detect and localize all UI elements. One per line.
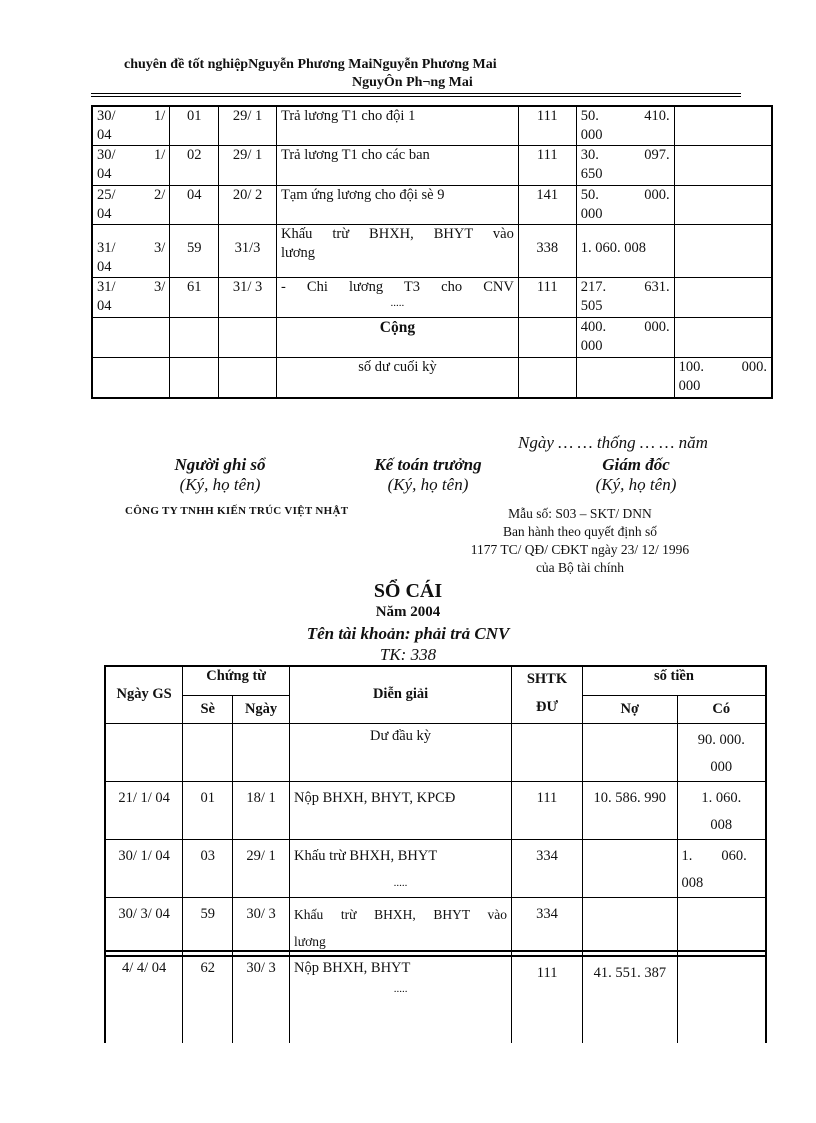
ledger1-account: 338	[518, 225, 576, 278]
form-line-4: của Bộ tài chính	[535, 560, 625, 575]
accountant-signature	[348, 455, 508, 495]
header-credit: Có	[677, 695, 766, 723]
ledger1-record-date	[92, 186, 170, 225]
ledger2-desc-line: Khấu trừ BHXH, BHYT vào	[294, 906, 508, 922]
ledger1-day: 25/	[97, 187, 116, 203]
ledger1-voucher-no: 02	[170, 146, 219, 186]
ledger2-desc-line2: lương	[294, 933, 326, 949]
ledger2-record-date: 30/ 1/ 04	[105, 839, 183, 897]
ledger1-day: 31/	[97, 240, 116, 256]
accountant-title: Kế toán trưởng	[374, 455, 482, 474]
ledger2-debit	[582, 839, 677, 897]
header-line-1: chuyên đề tốt nghiệpNguyễn Phương MaiNguyễn Phương Mai	[124, 57, 497, 72]
ledger1-record-date	[92, 225, 170, 278]
header-line-2: NguyÔn Ph¬ng Mai	[352, 75, 473, 90]
header-du-line: ĐƯ	[535, 699, 558, 715]
ledger1-description	[276, 278, 518, 318]
ledger1-balance	[674, 106, 772, 146]
ledger1-total-empty	[674, 318, 772, 358]
ledger2-account: 111	[512, 951, 583, 1043]
ledger1-voucher-date: 31/ 3	[219, 278, 277, 318]
ledger1-month: 3/	[153, 240, 166, 256]
ledger1-end-empty	[219, 358, 277, 398]
ledger2-credit	[677, 781, 766, 839]
ledger1-year: 04	[97, 298, 112, 314]
recorder-signature	[140, 455, 300, 495]
ledger1-year: 04	[97, 259, 112, 275]
ledger2-desc-line: Nộp BHXH, BHYT	[293, 960, 411, 976]
ledger2-desc-line: Khấu trừ BHXH, BHYT	[294, 847, 438, 864]
ledger2-desc-line2: .....	[393, 983, 408, 995]
company-name: CÔNG TY TNHH KIẾN TRÚC VIỆT NHẬT	[125, 505, 349, 517]
ledger2-desc-line: Nộp BHXH, BHYT, KPCĐ	[294, 789, 456, 806]
ledger2-description	[290, 781, 512, 839]
ledger1-total-empty	[219, 318, 277, 358]
ledger2-voucher-date: 30/ 3	[233, 897, 290, 956]
ledger2-opening-empty	[183, 723, 233, 781]
ledger1-row	[92, 225, 772, 278]
ledger2-opening-desc: Dư đầu kỳ	[290, 723, 512, 781]
ledger1-year: 04	[97, 127, 112, 143]
ledger1-month: 2/	[153, 187, 166, 203]
ledger1-amount-line1: 50. 000.	[580, 187, 670, 203]
ledger2-credit-line1: 1. 060.	[681, 847, 747, 864]
ledger1-total-empty	[92, 318, 170, 358]
ledger2-account: 334	[512, 897, 583, 956]
accountant-sub: (Ký, họ tên)	[387, 475, 469, 494]
ledger1-voucher-no: 59	[170, 225, 219, 278]
form-line-2: Ban hành theo quyết định số	[502, 524, 658, 539]
ledger1-total-amount	[576, 318, 674, 358]
header-rule-bottom	[91, 96, 741, 97]
ledger1-voucher-date: 31/3	[219, 225, 277, 278]
ledger2-record-date: 30/ 3/ 04	[105, 897, 183, 956]
header-shtk-line: SHTK	[526, 671, 568, 687]
ledger2-opening-credit-line1: 90. 000.	[697, 731, 745, 748]
form-line-3: 1177 TC/ QĐ/ CĐKT ngày 23/ 12/ 1996	[470, 542, 690, 557]
ledger2-row	[105, 781, 766, 839]
ledger2-voucher-no: 62	[183, 951, 233, 1043]
ledger1-desc-line: - Chi lương T3 cho CNV	[280, 279, 514, 295]
ledger1-month: 1/	[153, 108, 166, 124]
ledger1-end-empty	[170, 358, 219, 398]
ledger2-voucher-no: 01	[183, 781, 233, 839]
ledger2-opening-credit-line2: 000	[710, 758, 733, 775]
ledger1-end-balance-line2: 000	[678, 378, 701, 394]
ledger1-end-empty	[576, 358, 674, 398]
ledger1-desc-line: Khấu trừ BHXH, BHYT vào	[280, 226, 514, 242]
ledger1-record-date-top	[97, 107, 165, 126]
ledger2-opening-empty	[233, 723, 290, 781]
header-date-gs: Ngày GS	[105, 666, 183, 723]
recorder-title: Người ghi sổ	[174, 455, 266, 474]
ledger1-end-balance-row	[92, 358, 772, 398]
ledger1-total-amount-line1: 400. 000.	[580, 319, 670, 335]
ledger2-record-date: 4/ 4/ 04	[105, 951, 183, 1043]
ledger2-debit	[582, 897, 677, 956]
ledger1-account: 111	[518, 278, 576, 318]
ledger1-amount-line1: 50. 410.	[580, 108, 670, 124]
ledger1-balance	[674, 186, 772, 225]
ledger1-description	[276, 106, 518, 146]
ledger2-description	[289, 951, 511, 1043]
ledger1-voucher-date: 29/ 1	[219, 106, 277, 146]
ledger2-credit	[677, 839, 766, 897]
ledger1-record-date	[92, 106, 170, 146]
header-voucher: Chứng từ	[183, 666, 290, 695]
ledger-table-2	[104, 665, 767, 957]
ledger1-voucher-no: 61	[170, 278, 219, 318]
ledger2-credit	[677, 897, 766, 956]
ledger1-month: 1/	[153, 147, 166, 163]
ledger2-voucher-no: 03	[183, 839, 233, 897]
ledger1-voucher-no: 04	[170, 186, 219, 225]
ledger1-record-date	[92, 278, 170, 318]
ledger1-amount	[576, 106, 674, 146]
header-debit: Nợ	[582, 695, 677, 723]
ledger2-opening-row	[105, 723, 766, 781]
ledger1-end-label: số dư cuối kỳ	[276, 358, 518, 398]
ledger2-opening-empty	[582, 723, 677, 781]
ledger1-account: 111	[518, 146, 576, 186]
ledger1-end-balance	[674, 358, 772, 398]
ledger2-credit-line1: 1. 060.	[701, 789, 742, 806]
ledger2-row	[105, 839, 766, 897]
ledger1-amount-line2: 000	[580, 206, 603, 222]
ledger1-account: 111	[518, 106, 576, 146]
ledger1-end-empty	[92, 358, 170, 398]
director-signature	[556, 455, 716, 495]
ledger1-voucher-date: 29/ 1	[219, 146, 277, 186]
ledger2-voucher-date: 29/ 1	[233, 839, 290, 897]
ledger1-voucher-no: 01	[170, 106, 219, 146]
ledger1-row	[92, 106, 772, 146]
ledger1-amount-line2: 505	[580, 298, 603, 314]
ledger1-total-row	[92, 318, 772, 358]
ledger1-day: 30/	[97, 108, 116, 124]
ledger2-credit-line2: 008	[681, 874, 704, 891]
ledger1-amount-line2: 000	[580, 127, 603, 143]
ledger1-amount	[576, 225, 674, 278]
ledger1-record-date	[92, 146, 170, 186]
form-info	[430, 505, 730, 577]
ledger1-desc-line: Trả lương T1 cho các ban	[280, 147, 430, 163]
header-desc: Diễn giải	[290, 666, 512, 723]
ledger2-opening-empty	[105, 723, 183, 781]
account-number: TK: 338	[379, 645, 437, 664]
ledger1-record-date-top	[97, 239, 165, 258]
ledger2-opening-credit	[677, 723, 766, 781]
ledger1-record-date-top	[97, 146, 165, 165]
ledger2-desc-line2: .....	[393, 876, 408, 889]
ledger2-debit: 41. 551. 387	[583, 951, 678, 1043]
ledger1-desc-line2: lương	[280, 245, 316, 261]
ledger2-voucher-date: 30/ 3	[233, 951, 290, 1043]
ledger1-description	[276, 186, 518, 225]
ledger1-month: 3/	[153, 279, 166, 295]
ledger1-desc-line: Tạm ứng lương cho đội sè 9	[280, 187, 445, 203]
ledger1-amount-line1: 1. 060. 008	[580, 240, 646, 256]
header-amount: số tiền	[582, 666, 766, 695]
date-line: Ngày … … thống … … năm	[518, 433, 708, 452]
ledger1-end-empty	[518, 358, 576, 398]
ledger1-day: 31/	[97, 279, 116, 295]
header-rule-top	[91, 93, 741, 94]
ledger1-day: 30/	[97, 147, 116, 163]
ledger1-row	[92, 146, 772, 186]
ledger1-account: 141	[518, 186, 576, 225]
header-voucher-no: Sè	[183, 695, 233, 723]
ledger2-description	[290, 897, 512, 956]
director-title: Giám đốc	[602, 455, 670, 474]
recorder-sub: (Ký, họ tên)	[179, 475, 261, 494]
ledger1-balance	[674, 146, 772, 186]
ledger1-year: 04	[97, 206, 112, 222]
ledger1-amount-line1: 30. 097.	[580, 147, 670, 163]
ledger2-row	[105, 897, 766, 956]
ledger1-description	[276, 146, 518, 186]
ledger1-total-empty	[518, 318, 576, 358]
ledger1-total-empty	[170, 318, 219, 358]
ledger2-credit	[677, 951, 766, 1043]
ledger1-description	[276, 225, 518, 278]
ledger2-last-row	[105, 951, 766, 1043]
ledger2-voucher-no: 59	[183, 897, 233, 956]
ledger1-total-amount-line2: 000	[580, 338, 603, 354]
form-line-1: Mẫu số: S03 – SKT/ DNN	[508, 506, 652, 521]
ledger1-year: 04	[97, 166, 112, 182]
ledger1-desc-line2: .....	[390, 297, 405, 309]
ledger1-voucher-date: 20/ 2	[219, 186, 277, 225]
ledger1-amount-line2: 650	[580, 166, 603, 182]
ledger1-record-date-top	[97, 186, 165, 205]
ledger1-balance	[674, 278, 772, 318]
ledger1-amount	[576, 278, 674, 318]
header-shtk	[512, 666, 583, 723]
ledger2-debit: 10. 586. 990	[582, 781, 677, 839]
ledger1-amount	[576, 186, 674, 225]
ledger2-account: 111	[512, 781, 583, 839]
ledger1-total-label: Cộng	[276, 318, 518, 358]
ledger2-description	[290, 839, 512, 897]
ledger1-balance	[674, 225, 772, 278]
ledger2-opening-empty	[512, 723, 583, 781]
ledger2-account: 334	[512, 839, 583, 897]
account-name: Tên tài khoản: phải trả CNV	[306, 624, 510, 643]
ledger2-voucher-date: 18/ 1	[233, 781, 290, 839]
ledger-year: Năm 2004	[375, 604, 441, 620]
header-voucher-date: Ngày	[233, 695, 290, 723]
ledger1-row	[92, 186, 772, 225]
ledger1-record-date-top	[97, 278, 165, 297]
director-sub: (Ký, họ tên)	[595, 475, 677, 494]
ledger1-row	[92, 278, 772, 318]
ledger1-amount-line1: 217. 631.	[580, 279, 670, 295]
ledger1-amount	[576, 146, 674, 186]
ledger1-desc-line: Trả lương T1 cho đội 1	[280, 108, 416, 124]
ledger2-record-date: 21/ 1/ 04	[105, 781, 183, 839]
ledger-table-1	[91, 105, 773, 399]
ledger-title: SỔ CÁI	[373, 580, 443, 602]
ledger1-end-balance-line1: 100. 000.	[678, 359, 767, 375]
ledger2-credit-line2: 008	[710, 816, 733, 833]
ledger-table-3	[104, 950, 767, 1043]
